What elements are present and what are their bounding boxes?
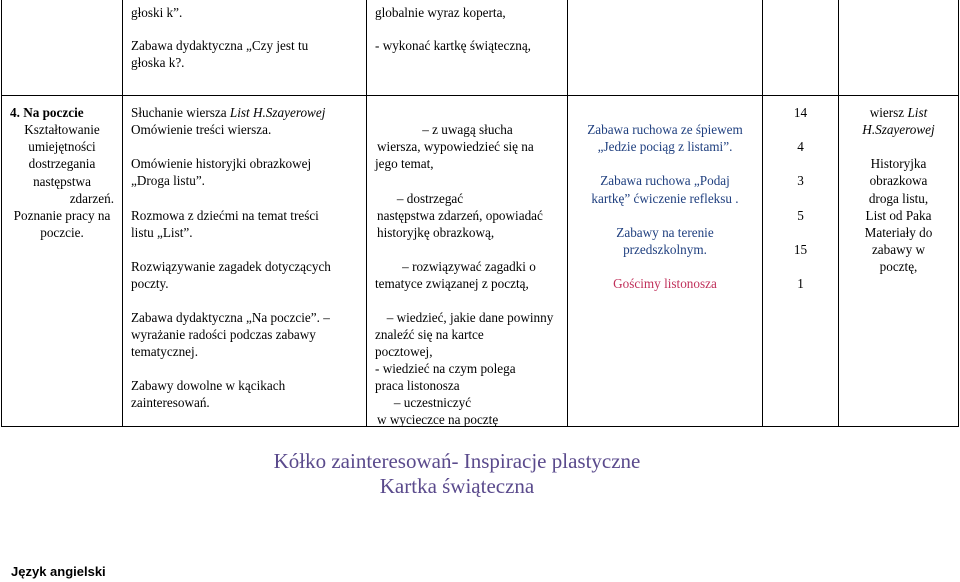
material-line-2: H.Szayerowej [862, 122, 935, 138]
material-line-9: pocztę, [879, 259, 918, 275]
top-col1-line3: głoska k?. [131, 55, 185, 70]
table-divider-1 [122, 0, 123, 426]
topic-cell [2, 104, 122, 241]
game-line-7: Gościmy listonosza [613, 276, 717, 291]
activity-line-12: Zabawy dowolne w kącikach [131, 378, 286, 393]
activity-line-4: „Droga listu”. [131, 173, 205, 188]
goal-line-13: praca listonosza [375, 378, 460, 393]
topic-line-6: Poznanie pracy na [13, 207, 111, 223]
activity-line-7: Rozwiązywanie zagadek dotyczących [131, 259, 331, 274]
activity-line-13: zainteresowań. [131, 395, 210, 410]
material-line-3: Historyjka [870, 156, 927, 172]
number-1: 14 [793, 105, 808, 120]
game-line-2: „Jedzie pociąg z listami”. [597, 139, 733, 154]
topic-line-7: poczcie. [40, 225, 84, 241]
goal-line-10: znaleźć się na kartce [375, 327, 484, 342]
number-6: 1 [797, 276, 804, 291]
table-border-right [958, 0, 959, 426]
goal-line-8: tematyce związanej z pocztą, [375, 276, 529, 291]
top-col1-line1: głoski k”. [131, 5, 183, 20]
goal-line-4: – dostrzegać [396, 191, 464, 206]
footer-language: Język angielski [11, 564, 106, 579]
game-line-6: przedszkolnym. [623, 242, 707, 257]
activity-line-8: poczty. [131, 276, 169, 291]
number-3: 3 [797, 173, 804, 188]
topic-line-5: zdarzeń. [69, 190, 114, 206]
goal-line-6: historyjkę obrazkową, [377, 225, 495, 240]
goal-line-5: następstwa zdarzeń, opowiadać [377, 208, 543, 223]
material-line-5: droga listu, [868, 190, 929, 206]
goal-line-15: w wycieczce na pocztę [377, 412, 499, 427]
activity-line-6: listu „List”. [131, 225, 193, 240]
goal-line-1: – z uwagą słucha [422, 122, 513, 137]
goal-line-2: wiersza, wypowiedzieć się na [377, 139, 534, 154]
top-col2-line1: globalnie wyraz koperta, [375, 5, 506, 20]
top-col1-line2: Zabawa dydaktyczna „Czy jest tu [131, 38, 309, 53]
topic-line-2: umiejętności [28, 139, 96, 155]
material-line-1b: List [907, 105, 928, 120]
game-line-3: Zabawa ruchowa „Podaj [600, 173, 730, 188]
topic-line-1: Kształtowanie [24, 122, 100, 138]
material-line-8: zabawy w [871, 242, 926, 258]
material-line-7: Materiały do [864, 224, 933, 240]
table-divider-3 [567, 0, 568, 426]
material-line-4: obrazkowa [869, 173, 928, 189]
goal-line-11: pocztowej, [375, 344, 433, 359]
goal-line-7: – rozwiązywać zagadki o [402, 259, 536, 274]
game-line-1: Zabawa ruchowa ze śpiewem [587, 122, 743, 137]
goal-line-14: – uczestniczyć [393, 395, 472, 410]
materials-cell [839, 104, 958, 275]
goal-line-12: - wiedzieć na czym polega [375, 361, 516, 376]
top-col2-line2: - wykonać kartkę świąteczną, [375, 38, 531, 53]
number-2: 4 [797, 139, 804, 154]
game-line-4: kartkę” ćwiczenie refleksu . [591, 191, 739, 206]
material-line-1a: wiersz [869, 105, 908, 120]
activity-line-1a: Słuchanie wiersza [131, 105, 230, 120]
activity-line-2: Omówienie treści wiersza. [131, 122, 272, 137]
activity-line-1b: List H.Szayerowej [229, 105, 326, 120]
goal-line-9: – wiedzieć, jakie dane powinny [386, 310, 554, 325]
number-4: 5 [797, 208, 804, 223]
table-divider-2 [366, 0, 367, 426]
game-line-5: Zabawy na terenie [616, 225, 714, 240]
topic-line-4: następstwa [33, 173, 91, 189]
topic-line-3: dostrzegania [28, 156, 96, 172]
material-line-6: List od Paka [865, 207, 932, 223]
goal-line-3: jego temat, [375, 156, 434, 171]
activity-line-9: Zabawa dydaktyczna „Na poczcie”. – [131, 310, 330, 325]
club-title: Kółko zainteresowań- Inspiracje plastyczne [273, 449, 641, 473]
activity-line-5: Rozmowa z dziećmi na temat treści [131, 208, 319, 223]
activity-line-10: wyrażanie radości podczas zabawy [131, 327, 316, 342]
material-line-1 [839, 104, 958, 121]
number-5: 15 [793, 242, 808, 257]
topic-title: 4. Na poczcie [10, 105, 84, 120]
row-separator [1, 95, 959, 96]
activity-line-1 [131, 104, 325, 121]
activity-line-11: tematycznej. [131, 344, 198, 359]
activity-line-3: Omówienie historyjki obrazkowej [131, 156, 312, 171]
club-subtitle: Kartka świąteczna [379, 474, 535, 498]
